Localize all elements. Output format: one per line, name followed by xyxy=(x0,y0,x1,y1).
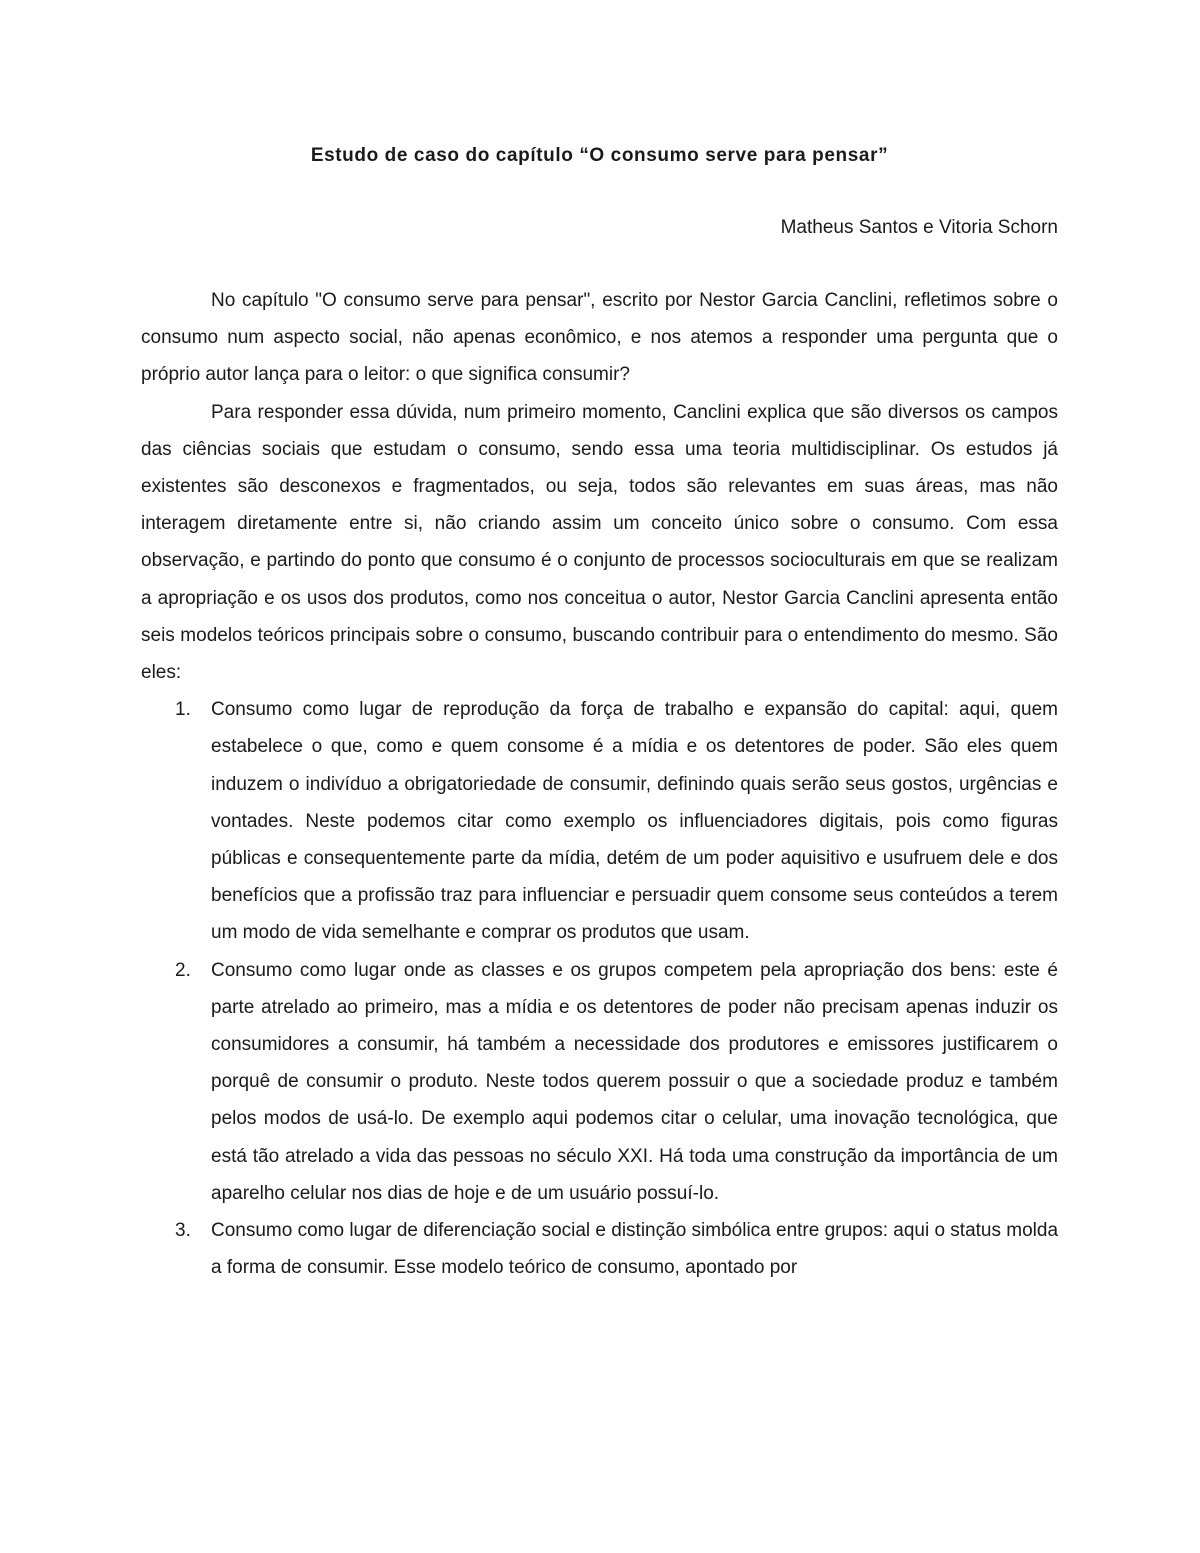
document-authors: Matheus Santos e Vitoria Schorn xyxy=(780,217,1058,238)
models-list xyxy=(141,691,1058,1286)
list-item-number: 3. xyxy=(175,1220,191,1242)
list-item-number: 2. xyxy=(175,959,191,981)
list-item xyxy=(141,691,1058,951)
paragraph-intro: No capítulo "O consumo serve para pensar", escrito por Nestor Garcia Canclini, refletimos sobre o consumo num aspecto social, não apenas econômico, e nos atemos a responder uma pergunta que o próprio autor lança para o leitor: o que significa consumir? xyxy=(141,290,1058,386)
document-title: Estudo de caso do capítulo “O consumo serve para pensar” xyxy=(310,145,889,166)
list-item-text: Consumo como lugar onde as classes e os grupos competem pela apropriação dos bens: este é parte atrelado ao primeiro, mas a mídia e os detentores de poder não precisam apenas induzir os consumidores a consumir, há também a necessidade dos produtores e emissores justificarem o porquê de consumir o produto. Neste todos querem possuir o que a sociedade produz e também pelos modos de usá-lo. De exemplo aqui podemos citar o celular, uma inovação tecnológica, que está tão atrelado a vida das pessoas no século XXI. Há toda uma construção da importância de um aparelho celular nos dias de hoje e de um usuário possuí-lo. xyxy=(211,959,1058,1204)
list-item xyxy=(141,952,1058,1212)
list-item-text: Consumo como lugar de reprodução da força de trabalho e expansão do capital: aqui, quem estabelece o que, como e quem consome é a mídia e os detentores de poder. São eles quem induzem o indivíduo a obrigatoriedade de consumir, definindo quais serão seus gostos, urgências e vontades. Neste podemos citar como exemplo os influenciadores digitais, pois como figuras públicas e consequentemente parte da mídia, detém de um poder aquisitivo e usufruem dele e dos benefícios que a profissão traz para influenciar e persuadir quem consome seus conteúdos a terem um modo de vida semelhante e comprar os produtos que usam. xyxy=(211,699,1058,944)
paragraph-models: Para responder essa dúvida, num primeiro momento, Canclini explica que são diversos os campos das ciências sociais que estudam o consumo, sendo essa uma teoria multidisciplinar. Os estudos já existentes são desconexos e fragmentados, ou seja, todos são relevantes em suas áreas, mas não interagem diretamente entre si, não criando assim um conceito único sobre o consumo. Com essa observação, e partindo do ponto que consumo é o conjunto de processos socioculturais em que se realizam a apropriação e os usos dos produtos, como nos conceitua o autor, Nestor Garcia Canclini apresenta então seis modelos teóricos principais sobre o consumo, buscando contribuir para o entendimento do mesmo. São eles: xyxy=(141,401,1058,684)
list-item-number: 1. xyxy=(175,699,191,721)
list-item xyxy=(141,1212,1058,1286)
list-item-text: Consumo como lugar de diferenciação social e distinção simbólica entre grupos: aqui o status molda a forma de consumir. Esse modelo teórico de consumo, apontado por xyxy=(211,1220,1059,1279)
document-page xyxy=(141,138,1058,1286)
